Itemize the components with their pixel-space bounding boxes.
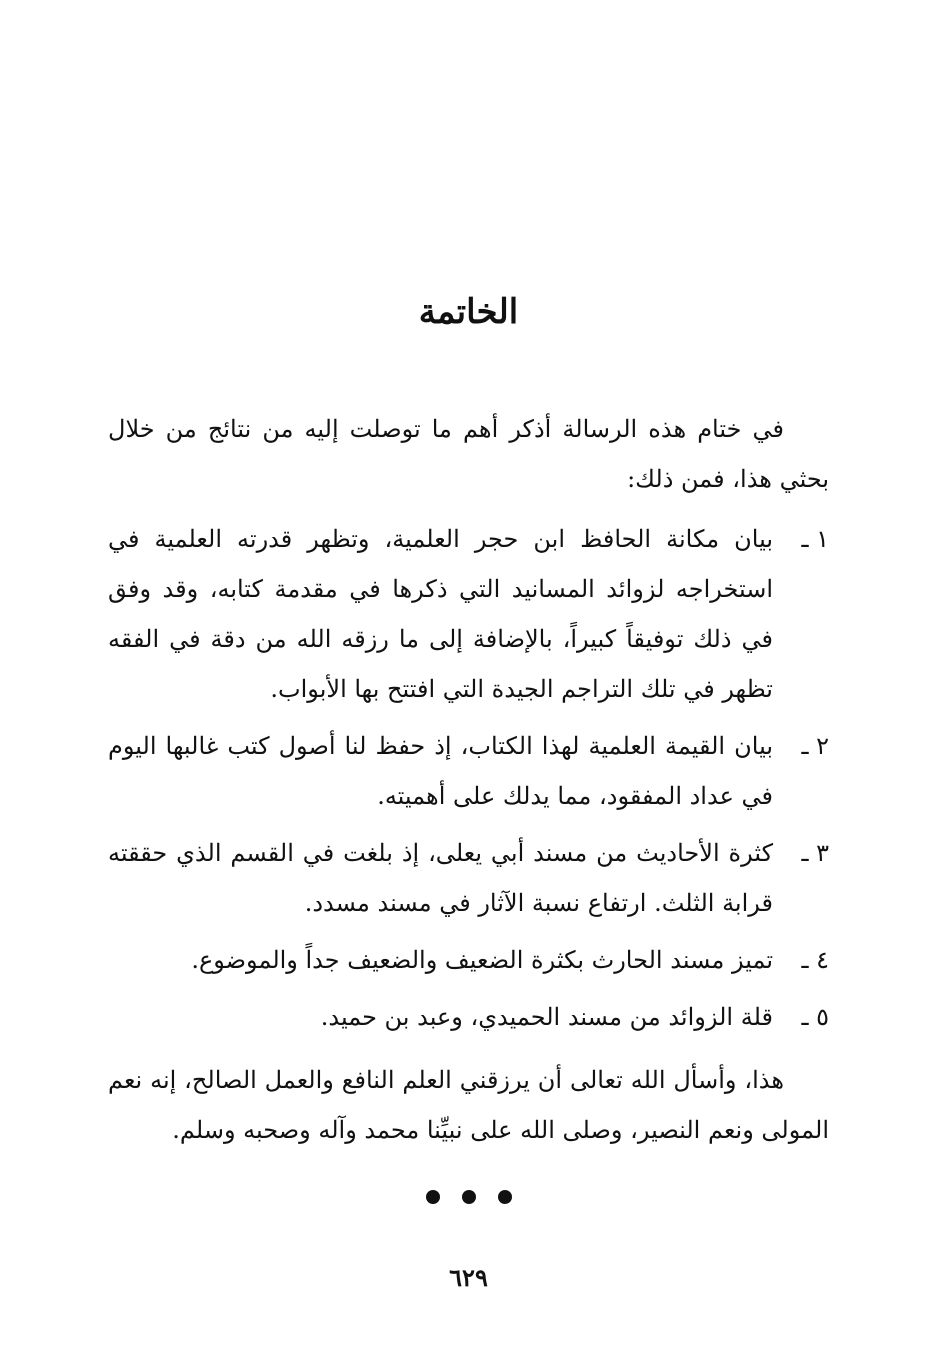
list-item	[108, 935, 829, 985]
page-number: ٦٢٩	[449, 1263, 488, 1292]
list-item	[108, 514, 829, 714]
list-item	[108, 828, 829, 928]
findings-list	[108, 514, 829, 1049]
item-number: ٥ ـ	[801, 1003, 829, 1031]
item-number: ٤ ـ	[801, 946, 829, 974]
closing-paragraph: هذا، وأسأل الله تعالى أن يرزقني العلم النافع والعمل الصالح، إنه نعم المولى ونعم النصير، وصلى الله على نبيِّنا محمد وآله وصحبه وسلم.	[108, 1066, 829, 1144]
item-number: ١ ـ	[801, 525, 829, 553]
item-number: ٢ ـ	[801, 732, 829, 760]
list-item	[108, 992, 829, 1042]
page-title: الخاتمة	[418, 292, 519, 332]
item-text: بيان القيمة العلمية لهذا الكتاب، إذ حفظ لنا أصول كتب غالبها اليوم في عداد المفقود، مما يدلك على أهميته.	[108, 732, 773, 810]
item-text: كثرة الأحاديث من مسند أبي يعلى، إذ بلغت في القسم الذي حققته قرابة الثلث. ارتفاع نسبة الآثار في مسند مسدد.	[108, 839, 773, 917]
list-item	[108, 721, 829, 821]
intro-paragraph	[108, 404, 829, 504]
item-text: بيان مكانة الحافظ ابن حجر العلمية، وتظهر قدرته العلمية في استخراجه لزوائد المسانيد التي ذكرها في مقدمة كتابه، وقد وفق في ذلك توفيقاً كبيراً، بالإضافة إلى ما رزقه الله من دقة في الفقه تظهر في تلك التراجم الجيدة التي افتتح بها الأبواب.	[108, 525, 773, 703]
item-number: ٣ ـ	[801, 839, 829, 867]
section-separator	[0, 1190, 937, 1204]
separator-dot	[426, 1190, 440, 1204]
separator-dot	[462, 1190, 476, 1204]
item-text: قلة الزوائد من مسند الحميدي، وعبد بن حميد.	[320, 1003, 773, 1031]
item-text: تميز مسند الحارث بكثرة الضعيف والضعيف جداً والموضوع.	[191, 946, 773, 974]
separator-dot	[498, 1190, 512, 1204]
intro-text: في ختام هذه الرسالة أذكر أهم ما توصلت إليه من نتائج من خلال بحثي هذا، فمن ذلك:	[108, 415, 829, 493]
